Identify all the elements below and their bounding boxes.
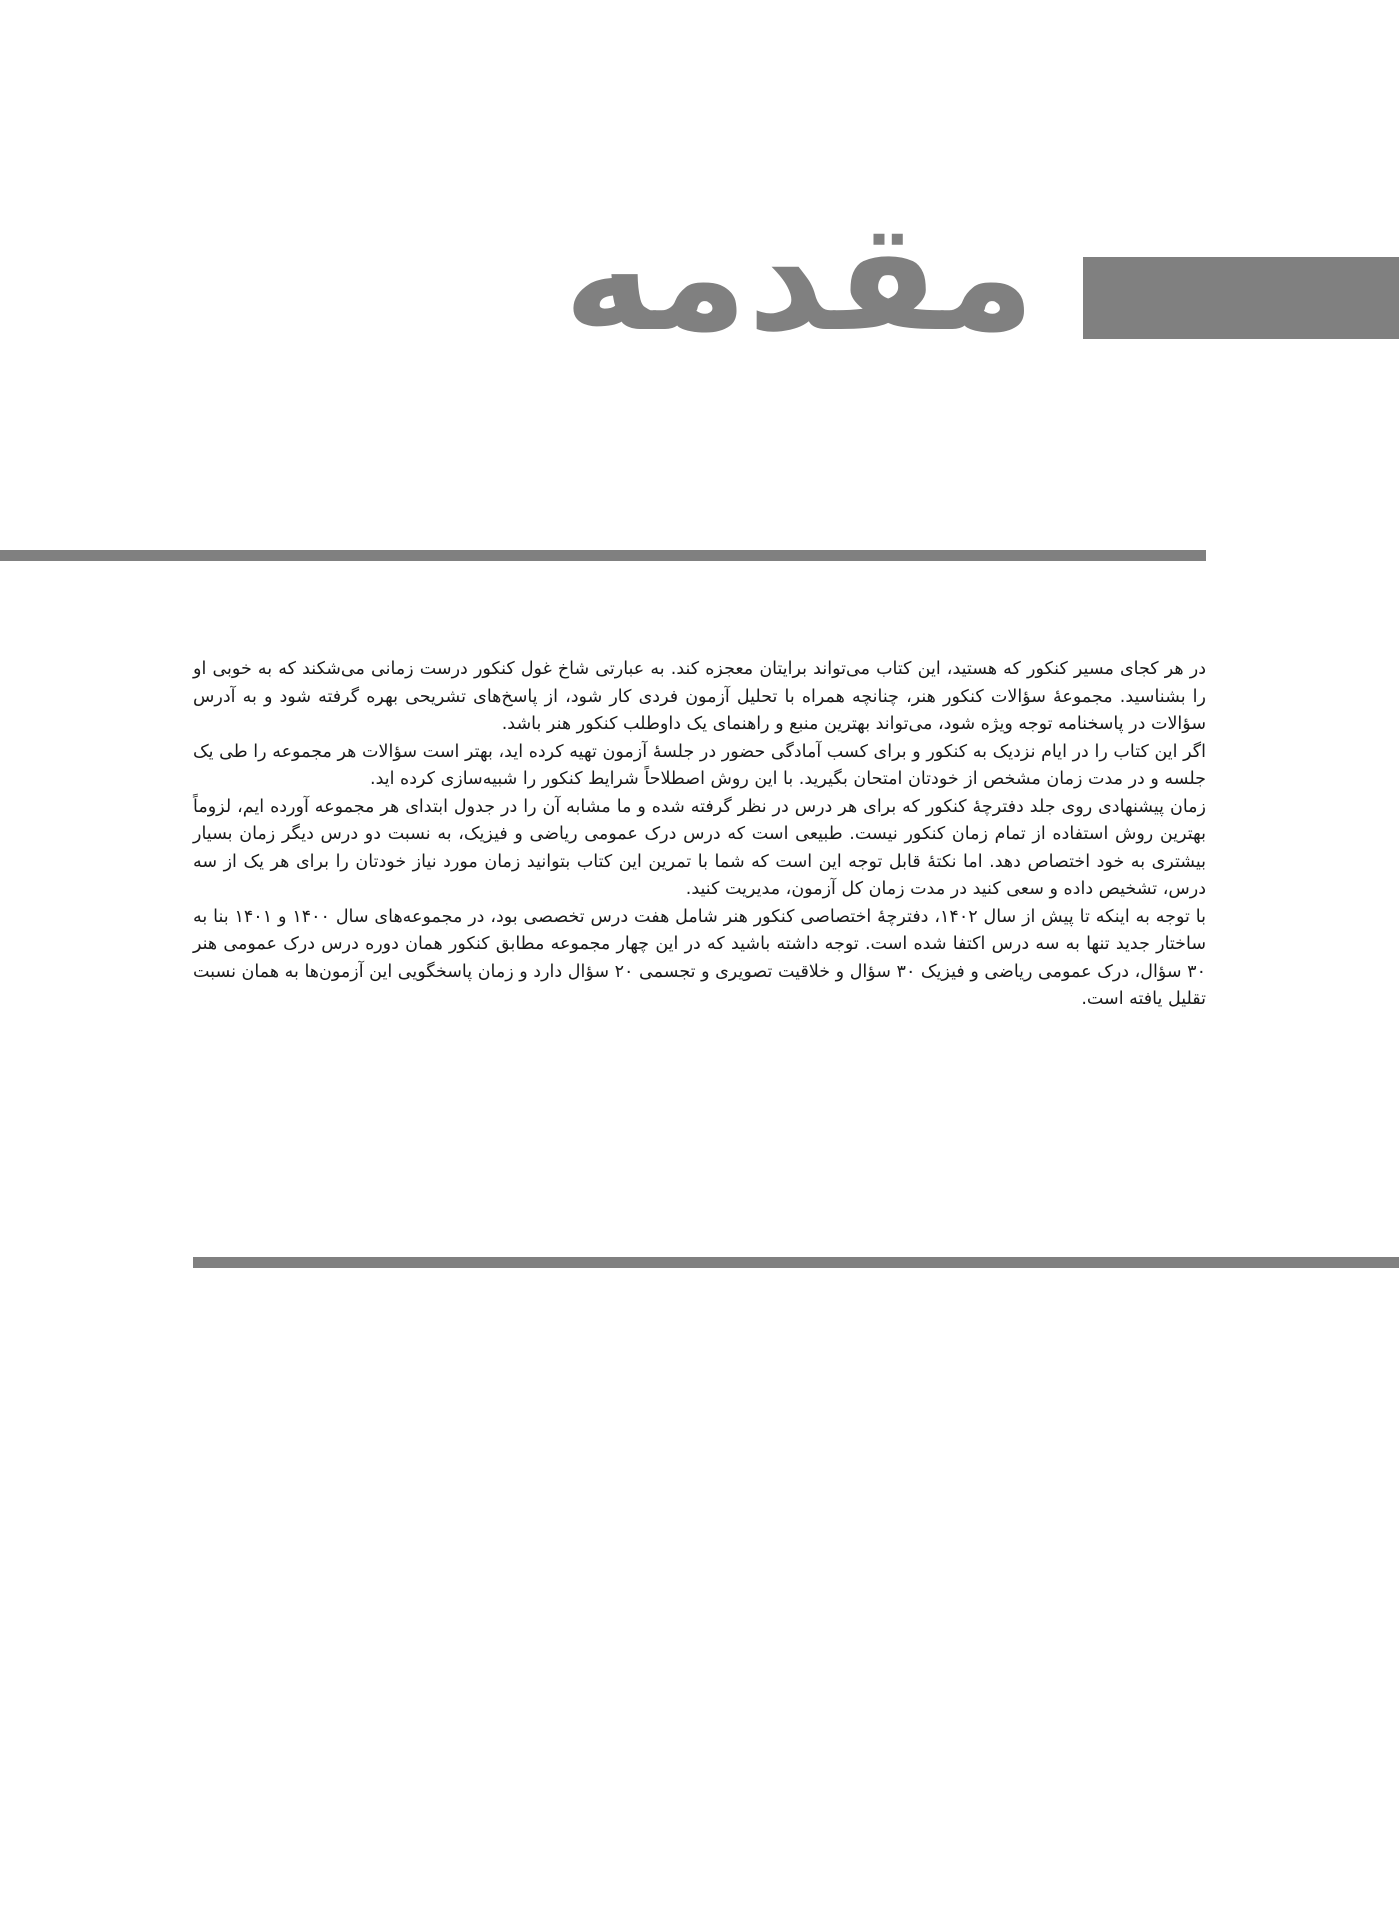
paragraph-4: با توجه به اینکه تا پیش از سال ۱۴۰۲، دفترچهٔ اختصاصی کنکور هنر شامل هفت درس تخصصی بود، در مجموعه‌های سال ۱۴۰۰ و ۱۴۰۱ بنا به ساختار جدید تنها به سه درس اکتفا شده است. توجه داشته باشید که در این چهار مجموعه مطابق کنکور همان دوره درس درک عمومی هنر ۳۰ سؤال، درک عمومی ریاضی و فیزیک ۳۰ سؤال و خلاقیت تصویری و تجسمی ۲۰ سؤال دارد و زمان پاسخگویی این آزمون‌ها به همان نسبت تقلیل یافته است. — [193, 906, 1206, 1009]
bottom-divider — [193, 1257, 1399, 1268]
title-accent-bar — [1083, 257, 1399, 339]
top-divider — [0, 550, 1206, 561]
paragraph-1: در هر کجای مسیر کنکور که هستید، این کتاب می‌تواند برایتان معجزه کند. به عبارتی شاخ غول کنکور درست زمانی می‌شکند که به خوبی او را بشناسید. مجموعهٔ سؤالات کنکور هنر، چنانچه همراه با تحلیل آزمون فردی کار شود، از پاسخ‌های تشریحی بهره گرفته شود و به آدرس سؤالات در پاسخنامه توجه ویژه شود، می‌تواند بهترین منبع و راهنمای یک داوطلب کنکور هنر باشد. — [193, 659, 1206, 734]
introduction-body — [193, 656, 1206, 1014]
paragraph-3: زمان پیشنهادی روی جلد دفترچهٔ کنکور که برای هر درس در نظر گرفته شده و ما مشابه آن را در جدول ابتدای هر مجموعه آورده ایم، لزوماً بهترین روش استفاده از تمام زمان کنکور نیست. طبیعی است که درس درک عمومی ریاضی و فیزیک، به نسبت دو درس دیگر زمان بسیار بیشتری به خود اختصاص دهد. اما نکتهٔ قابل توجه این است که شما با تمرین این کتاب بتوانید زمان مورد نیاز خودتان را برای هر یک از سه درس، تشخیص داده و سعی کنید در مدت زمان کل آزمون، مدیریت کنید. — [193, 796, 1206, 899]
paragraph-2: اگر این کتاب را در ایام نزدیک به کنکور و برای کسب آمادگی حضور در جلسهٔ آزمون تهیه کرده اید، بهتر است سؤالات هر مجموعه را طی یک جلسه و در مدت زمان مشخص از خودتان امتحان بگیرید. با این روش اصطلاحاً شرایط کنکور را شبیه‌سازی کرده اید. — [193, 741, 1206, 789]
page-title: مقدمه — [563, 191, 1035, 365]
